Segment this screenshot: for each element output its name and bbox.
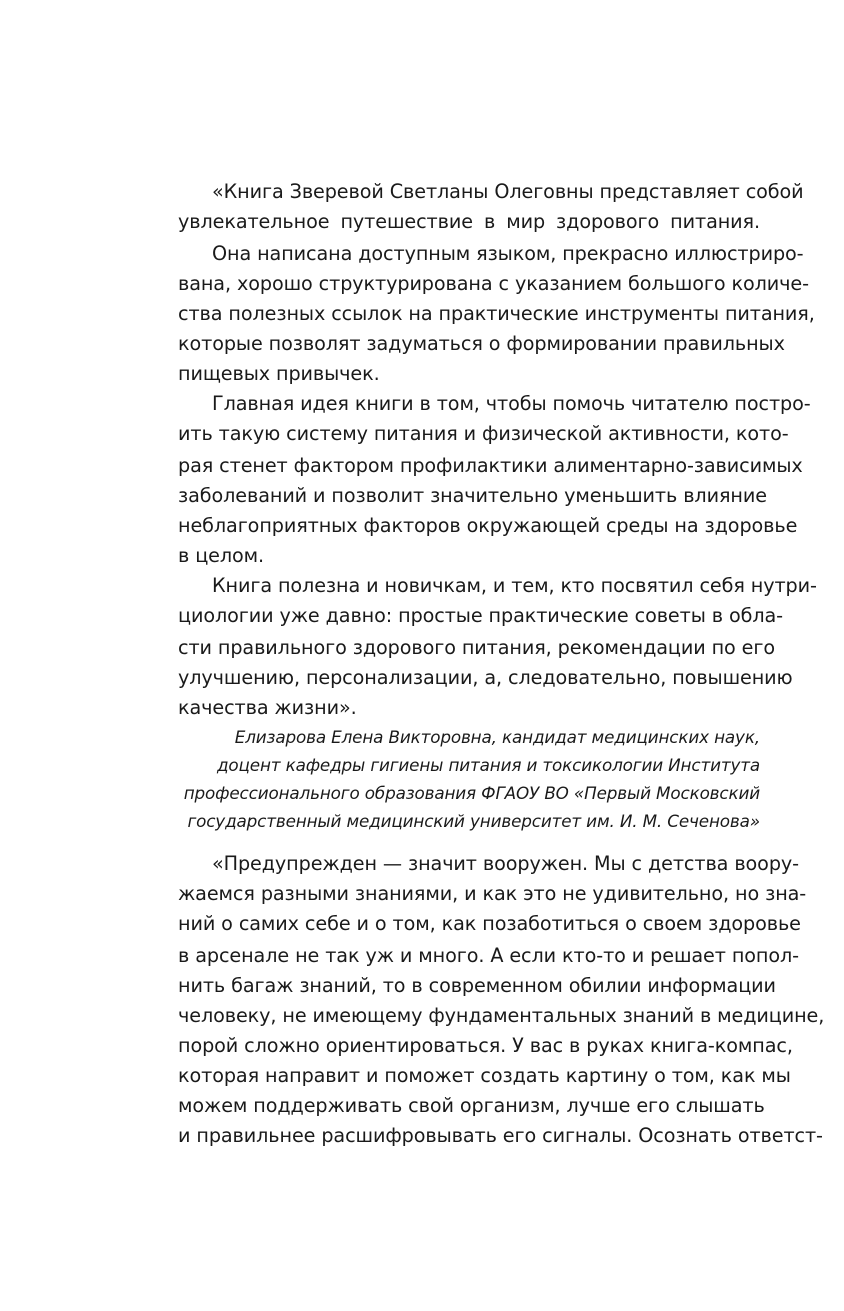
review-1-line: сти правильного здорового питания, рекомендации по его <box>178 636 776 659</box>
review-2 <box>178 848 825 1158</box>
review-1-line: Она написана доступным языком, прекрасно иллюстриро- <box>212 242 804 265</box>
attribution-line: доцент кафедры гигиены питания и токсикологии Института <box>216 755 760 775</box>
review-1-line: заболеваний и позволит значительно уменьшить влияние <box>178 484 767 507</box>
review-2-line: порой сложно ориентироваться. У вас в руках книга-компас, <box>178 1034 793 1057</box>
review-1-line: которые позволят задуматься о формировании правильных <box>178 332 785 355</box>
review-2-line: которая направит и поможет создать картину о том, как мы <box>178 1064 791 1087</box>
review-1-line: ства полезных ссылок на практические инструменты питания, <box>178 302 815 325</box>
review-2-line: в арсенале не так уж и много. А если кто-то и решает попол- <box>178 944 799 967</box>
attribution-line: профессионального образования ФГАОУ ВО «Первый Московский <box>183 783 760 803</box>
review-1-line: увлекательное путешествие в мир здорового питания. <box>178 210 760 233</box>
review-1-line: циологии уже давно: простые практические советы в обла- <box>178 604 783 627</box>
review-1-line: вана, хорошо структурирована с указанием большого количе- <box>178 272 809 295</box>
review-1-line: неблагоприятных факторов окружающей среды на здоровье <box>178 514 798 537</box>
review-2-line: и правильнее расшифровывать его сигналы. Осознать ответст- <box>178 1124 823 1147</box>
review-1-line: пищевых привычек. <box>178 362 380 385</box>
review-2-line: человеку, не имеющему фундаментальных знаний в медицине, <box>178 1004 825 1027</box>
review-2-line: ний о самих себе и о том, как позаботиться о своем здоровье <box>178 912 801 935</box>
review-1-line: «Книга Зверевой Светланы Олеговны представляет собой <box>212 180 804 203</box>
review-1-line: рая стенет фактором профилактики алиментарно-зависимых <box>178 454 803 477</box>
review-1 <box>178 176 817 836</box>
review-2-line: жаемся разными знаниями, и как это не удивительно, но зна- <box>178 882 807 905</box>
review-2-line: нить багаж знаний, то в современном обилии информации <box>178 974 776 997</box>
review-1-line: в целом. <box>178 544 265 567</box>
review-1-line: Главная идея книги в том, чтобы помочь читателю постро- <box>212 392 811 415</box>
review-1-line: ить такую систему питания и физической активности, кото- <box>178 422 789 445</box>
review-1-line: улучшению, персонализации, а, следовательно, повышению <box>178 666 793 689</box>
review-2-line: можем поддерживать свой организм, лучше его слышать <box>178 1094 765 1117</box>
review-2-line: «Предупрежден — значит вооружен. Мы с детства воору- <box>212 852 799 875</box>
attribution-line: государственный медицинский университет им. И. М. Сеченова» <box>187 811 760 831</box>
review-1-line: Книга полезна и новичкам, и тем, кто посвятил себя нутри- <box>212 574 817 597</box>
review-1-line: качества жизни». <box>178 696 357 719</box>
attribution-line: Елизарова Елена Викторовна, кандидат медицинских наук, <box>234 727 760 747</box>
